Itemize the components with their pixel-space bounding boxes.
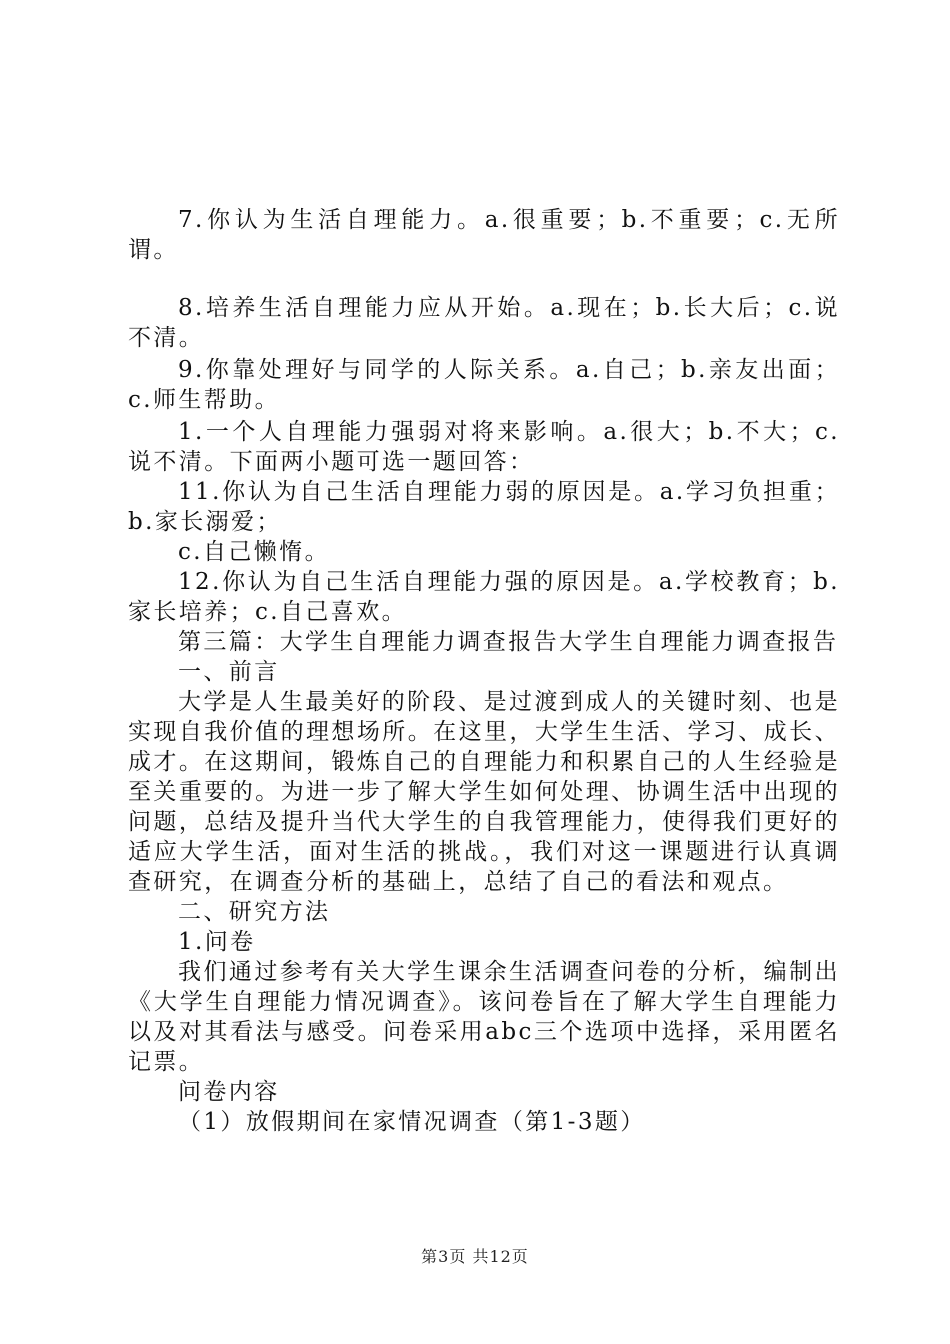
- heading-method: 二、研究方法: [178, 899, 331, 925]
- section-title: 第三篇：大学生自理能力调查报告大学生自理能力调查报告: [178, 629, 839, 655]
- heading-questionnaire: 1.问卷: [178, 929, 256, 955]
- document-body: [128, 205, 840, 1137]
- question-12: 12.你认为自己生活自理能力强的原因是。a.学校教育；b.家长培养；c.自己喜欢。: [128, 569, 840, 625]
- question-11: 11.你认为自己生活自理能力弱的原因是。a.学习负担重；b.家长溺爱；: [128, 479, 840, 535]
- heading-preface: 一、前言: [178, 659, 280, 685]
- question-10: 1.一个人自理能力强弱对将来影响。a.很大；b.不大；c.说不清。下面两小题可选一题回答：: [128, 419, 840, 475]
- question-9: 9.你靠处理好与同学的人际关系。a.自己；b.亲友出面；c.师生帮助。: [128, 357, 840, 413]
- questionnaire-item-1: （1）放假期间在家情况调查（第1-3题）: [178, 1109, 646, 1135]
- heading-questionnaire-content: 问卷内容: [178, 1079, 280, 1105]
- question-7: 7.你认为生活自理能力。a.很重要；b.不重要；c.无所谓。: [128, 207, 840, 263]
- questionnaire-paragraph: 我们通过参考有关大学生课余生活调查问卷的分析，编制出《大学生自理能力情况调查》。该问卷旨在了解大学生自理能力以及对其看法与感受。问卷采用abc三个选项中选择，采用匿名记票。: [128, 959, 840, 1075]
- question-8: 8.培养生活自理能力应从开始。a.现在；b.长大后；c.说不清。: [128, 295, 840, 351]
- page-number-footer: 第3页 共12页: [421, 1247, 529, 1266]
- question-11-option-c: c.自己懒惰。: [178, 539, 330, 565]
- preface-paragraph: 大学是人生最美好的阶段、是过渡到成人的关键时刻、也是实现自我价值的理想场所。在这里，大学生生活、学习、成长、成才。在这期间，锻炼自己的自理能力和积累自己的人生经验是至关重要的。为进一步了解大学生如何处理、协调生活中出现的问题，总结及提升当代大学生的自我管理能力，使得我们更好的适应大学生活，面对生活的挑战。，我们对这一课题进行认真调查研究，在调查分析的基础上，总结了自己的看法和观点。: [128, 689, 840, 895]
